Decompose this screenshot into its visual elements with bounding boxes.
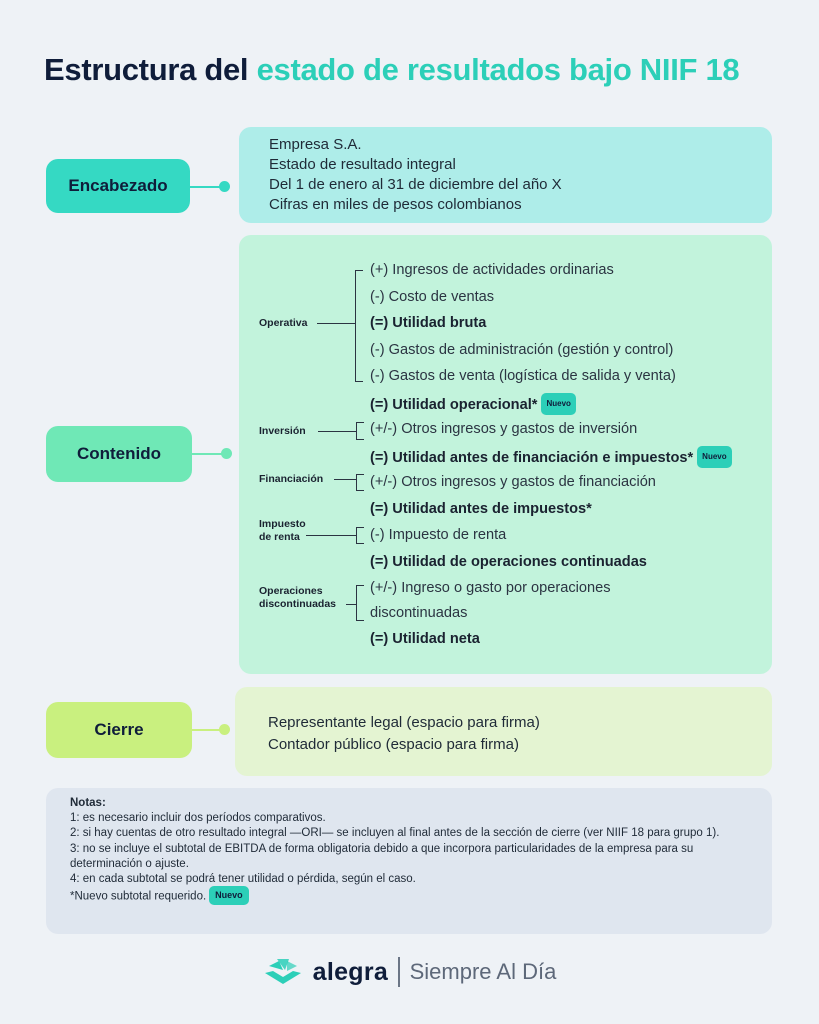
title-part-2: estado de resultados bajo NIIF 18 [256,52,740,87]
line-operaciones-discontinuadas: (+/-) Ingreso o gasto por operaciones [370,580,611,596]
line-gastos-venta: (-) Gastos de venta (logística de salida y venta) [370,368,676,384]
notes-title: Notas: [70,797,106,809]
encabezado-line: Del 1 de enero al 31 de diciembre del año X [269,176,562,193]
line-operaciones-discontinuadas-cont: discontinuadas [370,605,468,621]
notes-box [46,788,772,934]
group-label-financiacion: Financiación [259,473,324,485]
brand-name: alegra [312,957,389,986]
brace-stem-impuesto [306,535,356,536]
alegra-logo-icon [263,957,303,987]
cierre-line: Contador público (espacio para firma) [268,736,519,753]
brace-financiacion [356,474,364,491]
nuevo-badge: Nuevo [541,393,575,415]
group-label-impuesto [259,518,306,544]
group-label-inversion: Inversión [259,425,306,437]
group-label-operaciones-line: Operaciones [259,585,323,597]
brace-operaciones [356,585,364,621]
encabezado-line: Cifras en miles de pesos colombianos [269,196,522,213]
line-utilidad-operacional [370,394,576,416]
cierre-label: Cierre [46,702,192,758]
brace-operativa [355,270,363,382]
footer-separator [398,957,400,987]
cierre-lines [268,712,540,756]
encabezado-lines [269,135,562,215]
title-part-1: Estructura del [44,52,257,87]
line-utilidad-antes-financiacion-text: (=) Utilidad antes de financiación e impuestos* [370,449,694,466]
contenido-label: Contenido [46,426,192,482]
brace-stem-financiacion [334,479,356,480]
line-utilidad-continuadas: (=) Utilidad de operaciones continuadas [370,554,647,570]
brace-stem-operaciones [346,604,356,605]
group-label-operaciones [259,585,336,611]
group-label-operaciones-line: discontinuadas [259,598,337,610]
cierre-line: Representante legal (espacio para firma) [268,714,540,731]
brace-inversion [356,422,364,440]
line-otros-inversion: (+/-) Otros ingresos y gastos de inversión [370,421,638,437]
group-label-operativa: Operativa [259,317,308,329]
footer [0,950,819,994]
cierre-connector-dot [219,724,230,735]
brace-stem-inversion [318,431,356,432]
brand-tagline: Siempre Al Día [409,959,557,984]
line-otros-financiacion: (+/-) Otros ingresos y gastos de financiación [370,474,656,490]
page-title [44,52,784,88]
nuevo-badge: Nuevo [209,886,249,905]
encabezado-line: Estado de resultado integral [269,156,456,173]
line-utilidad-operacional-text: (=) Utilidad operacional* [370,396,538,413]
note-item-text: *Nuevo subtotal requerido. [70,890,207,903]
line-utilidad-antes-financiacion [370,447,732,469]
line-utilidad-neta: (=) Utilidad neta [370,631,480,647]
brace-stem-operativa [317,323,355,324]
line-utilidad-bruta: (=) Utilidad bruta [370,315,487,331]
encabezado-connector-dot [219,181,230,192]
encabezado-line: Empresa S.A. [269,136,362,153]
encabezado-label: Encabezado [46,159,190,213]
line-utilidad-antes-impuestos: (=) Utilidad antes de impuestos* [370,501,592,517]
line-gastos-administracion: (-) Gastos de administración (gestión y control) [370,342,674,358]
note-item: 1: es necesario incluir dos períodos comparativos. [70,812,326,825]
note-item: 3: no se incluye el subtotal de EBITDA de forma obligatoria debido a que incorpora particularidades de la empresa para su determinación o ajuste. [70,842,694,870]
contenido-connector-dot [221,448,232,459]
note-item-last [70,887,748,906]
brace-impuesto [356,527,364,544]
line-impuesto-renta: (-) Impuesto de renta [370,527,507,543]
group-label-impuesto-line: Impuesto [259,518,306,530]
note-item: 4: en cada subtotal se podrá tener utilidad o pérdida, según el caso. [70,873,416,886]
line-ingresos: (+) Ingresos de actividades ordinarias [370,262,614,278]
line-costo-ventas: (-) Costo de ventas [370,289,495,305]
nuevo-badge: Nuevo [697,446,731,468]
note-item: 2: si hay cuentas de otro resultado integral —ORI— se incluyen al final antes de la sección de cierre (ver NIIF 18 para grupo 1). [70,827,720,840]
group-label-impuesto-line: de renta [259,531,300,543]
